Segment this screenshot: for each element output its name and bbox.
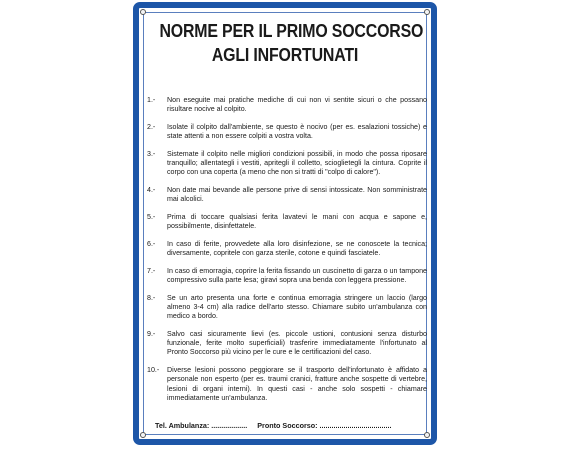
ambulance-phone-field: Tel. Ambulanza: .................. <box>155 421 248 430</box>
rule-item <box>147 186 427 205</box>
rule-item <box>147 240 427 259</box>
mounting-hole-icon <box>140 432 146 438</box>
rule-text: Non eseguite mai pratiche mediche di cui non vi sentite sicuri o che possano risultare nocive al colpito. <box>167 96 427 114</box>
rule-text: Non date mai bevande alle persone prive di sensi intossicate. Non somministrate mai alcolici. <box>167 185 427 204</box>
rule-item <box>147 123 427 142</box>
rule-number: 10.- <box>147 365 160 374</box>
rule-number: 3.- <box>147 149 156 158</box>
rule-item <box>147 96 427 115</box>
mounting-hole-icon <box>424 9 430 15</box>
rule-number: 1.- <box>147 96 156 104</box>
rule-text: Se un arto presenta una forte e continua emorragia stringere un laccio (largo almeno 3-4 cm) alla radice dell'arto stesso. Chiamare subito un'ambulanza con medico a bordo. <box>167 293 427 321</box>
rule-number: 2.- <box>147 122 156 131</box>
rule-item <box>147 294 427 322</box>
rule-number: 4.- <box>147 185 156 194</box>
rule-number: 6.- <box>147 239 156 248</box>
rule-text: Sistemate il colpito nelle migliori condizioni possibili, in modo che possa riposare tranquillo; allentategli i vestiti, apritegli il colletto, scioglietegli la cintura. Coprite il corpo con una coperta (a meno che non si tratti di "colpo di calore"). <box>167 149 427 177</box>
rule-number: 9.- <box>147 329 156 338</box>
rule-text: Diverse lesioni possono peggiorare se il trasporto dell'infortunato è affidato a personale non esperto (per es. traumi cranici, fratture anche sospette di vertebre, lesioni di organi interni). In questi casi - anche solo sospetti - chiamare immediatamente un'ambulanza. <box>167 365 427 402</box>
sign-footer <box>155 421 423 430</box>
rule-text: Isolate il colpito dall'ambiente, se questo è nocivo (per es. esalazioni tossiche) e state attenti a non essere colpiti a vostra volta. <box>167 122 427 141</box>
rule-item <box>147 366 427 403</box>
rule-text: In caso di emorragia, coprire la ferita fissando un cuscinetto di garza o un tampone compressivo sulla parte lesa; giravi sopra una benda con leggera pressione. <box>167 266 427 284</box>
mounting-hole-icon <box>424 432 430 438</box>
rule-number: 7.- <box>147 266 156 275</box>
mounting-hole-icon <box>140 9 146 15</box>
rule-item <box>147 150 427 178</box>
rule-text: Prima di toccare qualsiasi ferita lavatevi le mani con acqua e sapone e, possibilmente, disinfettatele. <box>167 212 427 231</box>
rule-item <box>147 267 427 286</box>
rule-item <box>147 213 427 232</box>
sign-title-line-2: AGLI INFORTUNATI <box>211 44 359 65</box>
rule-number: 8.- <box>147 293 156 302</box>
rule-text: Salvo casi sicuramente lievi (es. piccole ustioni, contusioni senza disturbo funzionale, ferite molto superficiali) trasferire immediatamente l'infortunato al Pronto Soccorso più vicino per le cure e le certificazioni del caso. <box>167 329 427 357</box>
rules-list <box>147 96 427 411</box>
rule-text: In caso di ferite, provvedete alla loro disinfezione, se ne conoscete la tecnica; diversamente, copritele con garza sterile, cotone e quindi fasciatele. <box>167 239 427 258</box>
sign-title-line-1: NORME PER IL PRIMO SOCCORSO <box>159 20 424 41</box>
first-aid-sign <box>133 2 437 445</box>
emergency-room-field: Pronto Soccorso: .................................... <box>257 421 392 430</box>
rule-number: 5.- <box>147 212 156 221</box>
rule-item <box>147 330 427 358</box>
